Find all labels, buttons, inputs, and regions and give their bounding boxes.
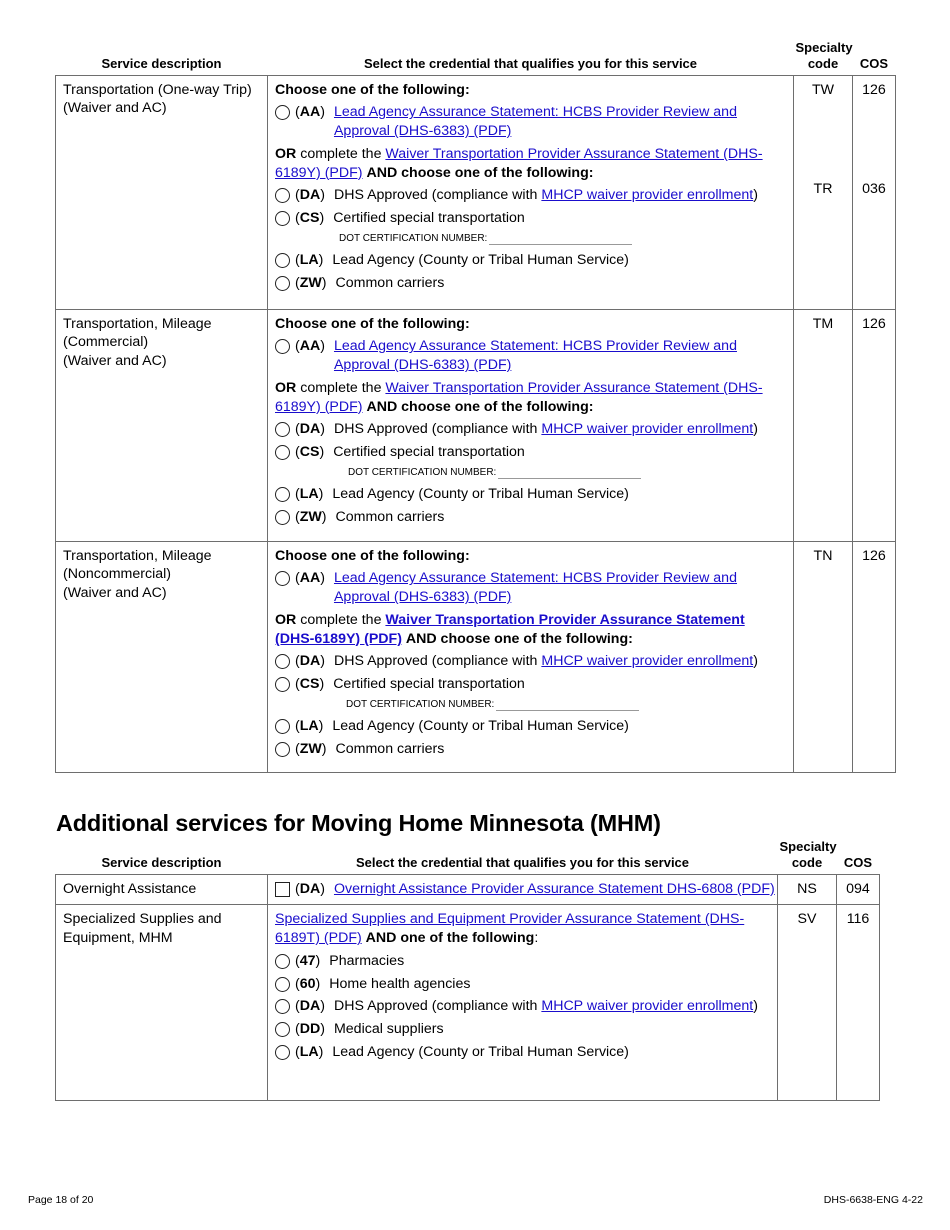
choose-heading: Choose one of the following:	[275, 81, 470, 98]
mhcp-enrollment-link[interactable]: MHCP waiver provider enrollment	[541, 421, 754, 438]
mhm-table	[55, 839, 880, 1101]
choose-heading: Choose one of the following:	[275, 547, 470, 564]
radio-button[interactable]	[275, 188, 290, 203]
option-aa[interactable]: (AA) Lead Agency Assurance Statement: HCBS Provider Review and Approval (DHS-6383) (PDF)	[275, 337, 786, 374]
dot-number-input[interactable]	[489, 234, 632, 245]
option-aa[interactable]: (AA) Lead Agency Assurance Statement: HCBS Provider Review and Approval (DHS-6383) (PDF)	[275, 569, 786, 606]
option-60[interactable]: (60) Home health agencies	[275, 975, 770, 994]
option-zw[interactable]: (ZW) Common carriers	[275, 274, 786, 293]
radio-button[interactable]	[275, 510, 290, 525]
radio-button[interactable]	[275, 253, 290, 268]
credential-cell	[268, 905, 778, 1101]
table-row	[56, 905, 880, 1101]
mhcp-enrollment-link[interactable]: MHCP waiver provider enrollment	[541, 187, 754, 204]
mhcp-enrollment-link[interactable]: MHCP waiver provider enrollment	[541, 653, 754, 670]
option-da-overnight[interactable]: (DA) Overnight Assistance Provider Assurance Statement DHS-6808 (PDF)	[275, 880, 770, 899]
option-la[interactable]: (LA) Lead Agency (County or Tribal Human Service)	[275, 1043, 770, 1062]
choose-heading: Choose one of the following:	[275, 315, 470, 332]
header-specialty-code: Specialty code	[779, 839, 837, 870]
header-cos: COS	[859, 55, 889, 71]
service-description: Specialized Supplies and Equipment, MHM	[56, 905, 268, 1101]
radio-button[interactable]	[275, 105, 290, 120]
or-complete-line: OR complete the Waiver Transportation Provider Assurance Statement (DHS-6189Y) (PDF) AND choose one of the following:	[275, 611, 745, 647]
option-cs[interactable]: (CS) Certified special transportation	[275, 209, 786, 228]
radio-button[interactable]	[275, 719, 290, 734]
cos-code: 094	[837, 874, 880, 905]
option-cs[interactable]: (CS) Certified special transportation	[275, 443, 786, 462]
dot-certification-field[interactable]: DOT CERTIFICATION NUMBER:	[275, 698, 786, 711]
header-cos: COS	[843, 854, 873, 870]
header-service-description: Service description	[101, 854, 222, 870]
lead-agency-assurance-link[interactable]: Lead Agency Assurance Statement: HCBS Provider Review and Approval (DHS-6383) (PDF)	[333, 570, 737, 606]
option-la[interactable]: (LA) Lead Agency (County or Tribal Human Service)	[275, 251, 786, 270]
table-header	[56, 839, 880, 874]
credential-cell	[268, 75, 794, 309]
service-description: Transportation, Mileage (Noncommercial) (Waiver and AC)	[56, 541, 268, 772]
table-row	[56, 309, 896, 541]
option-aa[interactable]: (AA) Lead Agency Assurance Statement: HCBS Provider Review and Approval (DHS-6383) (PDF)	[275, 103, 786, 140]
cos-code: 126	[853, 309, 896, 541]
option-dd[interactable]: (DD) Medical suppliers	[275, 1020, 770, 1039]
radio-button[interactable]	[275, 1045, 290, 1060]
cos-code: 126 036	[853, 75, 896, 309]
transportation-table	[55, 40, 896, 773]
cos-code: 126	[853, 541, 896, 772]
radio-button[interactable]	[275, 954, 290, 969]
option-da[interactable]: (DA) DHS Approved (compliance with MHCP waiver provider enrollment)	[275, 997, 770, 1016]
dot-certification-field[interactable]: DOT CERTIFICATION NUMBER:	[275, 232, 786, 245]
dot-number-input[interactable]	[496, 700, 639, 711]
cos-code: 116	[837, 905, 880, 1101]
header-credential: Select the credential that qualifies you for this service	[355, 854, 690, 870]
supplies-statement-line: Specialized Supplies and Equipment Provider Assurance Statement (DHS-6189T) (PDF) AND one of the following:	[275, 911, 745, 947]
waiver-transportation-link[interactable]: Waiver Transportation Provider Assurance Statement (DHS-6189Y) (PDF)	[275, 379, 763, 415]
header-service-description: Service description	[101, 55, 222, 71]
specialty-code: TN	[794, 541, 853, 772]
header-credential: Select the credential that qualifies you for this service	[363, 55, 698, 71]
radio-button[interactable]	[275, 1022, 290, 1037]
specialty-code: TM	[794, 309, 853, 541]
checkbox[interactable]	[275, 882, 290, 897]
radio-button[interactable]	[275, 339, 290, 354]
service-description: Transportation, Mileage (Commercial) (Waiver and AC)	[56, 309, 268, 541]
radio-button[interactable]	[275, 742, 290, 757]
radio-button[interactable]	[275, 445, 290, 460]
option-la[interactable]: (LA) Lead Agency (County or Tribal Human Service)	[275, 485, 786, 504]
option-zw[interactable]: (ZW) Common carriers	[275, 740, 786, 759]
radio-button[interactable]	[275, 677, 290, 692]
service-description: Transportation (One-way Trip) (Waiver and AC)	[56, 75, 268, 309]
lead-agency-assurance-link[interactable]: Lead Agency Assurance Statement: HCBS Provider Review and Approval (DHS-6383) (PDF)	[333, 104, 737, 140]
overnight-assistance-link[interactable]: Overnight Assistance Provider Assurance Statement DHS-6808 (PDF)	[333, 880, 775, 897]
mhcp-enrollment-link[interactable]: MHCP waiver provider enrollment	[541, 998, 754, 1015]
specialty-code: NS	[778, 874, 837, 905]
supplies-assurance-link[interactable]: Specialized Supplies and Equipment Provider Assurance Statement (DHS-6189T) (PDF)	[275, 911, 745, 947]
radio-button[interactable]	[275, 422, 290, 437]
or-complete-line: OR complete the Waiver Transportation Provider Assurance Statement (DHS-6189Y) (PDF) AND choose one of the following:	[275, 145, 763, 181]
page-number: Page 18 of 20	[28, 1194, 94, 1206]
table-row	[56, 75, 896, 309]
option-cs[interactable]: (CS) Certified special transportation	[275, 675, 786, 694]
credential-cell	[268, 541, 794, 772]
radio-button[interactable]	[275, 487, 290, 502]
table-row	[56, 874, 880, 905]
option-da[interactable]: (DA) DHS Approved (compliance with MHCP waiver provider enrollment)	[275, 186, 786, 205]
option-da[interactable]: (DA) DHS Approved (compliance with MHCP waiver provider enrollment)	[275, 420, 786, 439]
specialty-code: SV	[778, 905, 837, 1101]
option-zw[interactable]: (ZW) Common carriers	[275, 508, 786, 527]
radio-button[interactable]	[275, 276, 290, 291]
dot-certification-field[interactable]: DOT CERTIFICATION NUMBER:	[275, 466, 786, 479]
specialty-code: TW TR	[794, 75, 853, 309]
waiver-transportation-link[interactable]: Waiver Transportation Provider Assurance Statement (DHS-6189Y) (PDF)	[275, 145, 763, 181]
credential-cell	[268, 309, 794, 541]
dot-number-input[interactable]	[498, 468, 641, 479]
radio-button[interactable]	[275, 977, 290, 992]
or-complete-line: OR complete the Waiver Transportation Provider Assurance Statement (DHS-6189Y) (PDF) AND choose one of the following:	[275, 379, 763, 415]
radio-button[interactable]	[275, 571, 290, 586]
radio-button[interactable]	[275, 211, 290, 226]
service-description: Overnight Assistance	[56, 874, 268, 905]
option-47[interactable]: (47) Pharmacies	[275, 952, 770, 971]
table-header	[56, 40, 896, 75]
option-da[interactable]: (DA) DHS Approved (compliance with MHCP waiver provider enrollment)	[275, 652, 786, 671]
mhm-section-title: Additional services for Moving Home Minnesota (MHM)	[56, 810, 661, 836]
lead-agency-assurance-link[interactable]: Lead Agency Assurance Statement: HCBS Provider Review and Approval (DHS-6383) (PDF)	[333, 338, 737, 374]
radio-button[interactable]	[275, 654, 290, 669]
header-specialty-code: Specialty code	[795, 40, 853, 71]
radio-button[interactable]	[275, 999, 290, 1014]
table-row	[56, 541, 896, 772]
option-la[interactable]: (LA) Lead Agency (County or Tribal Human Service)	[275, 717, 786, 736]
credential-cell	[268, 874, 778, 905]
form-number: DHS-6638-ENG 4-22	[823, 1194, 923, 1206]
waiver-transportation-link[interactable]: Waiver Transportation Provider Assurance Statement (DHS-6189Y) (PDF)	[275, 611, 745, 647]
